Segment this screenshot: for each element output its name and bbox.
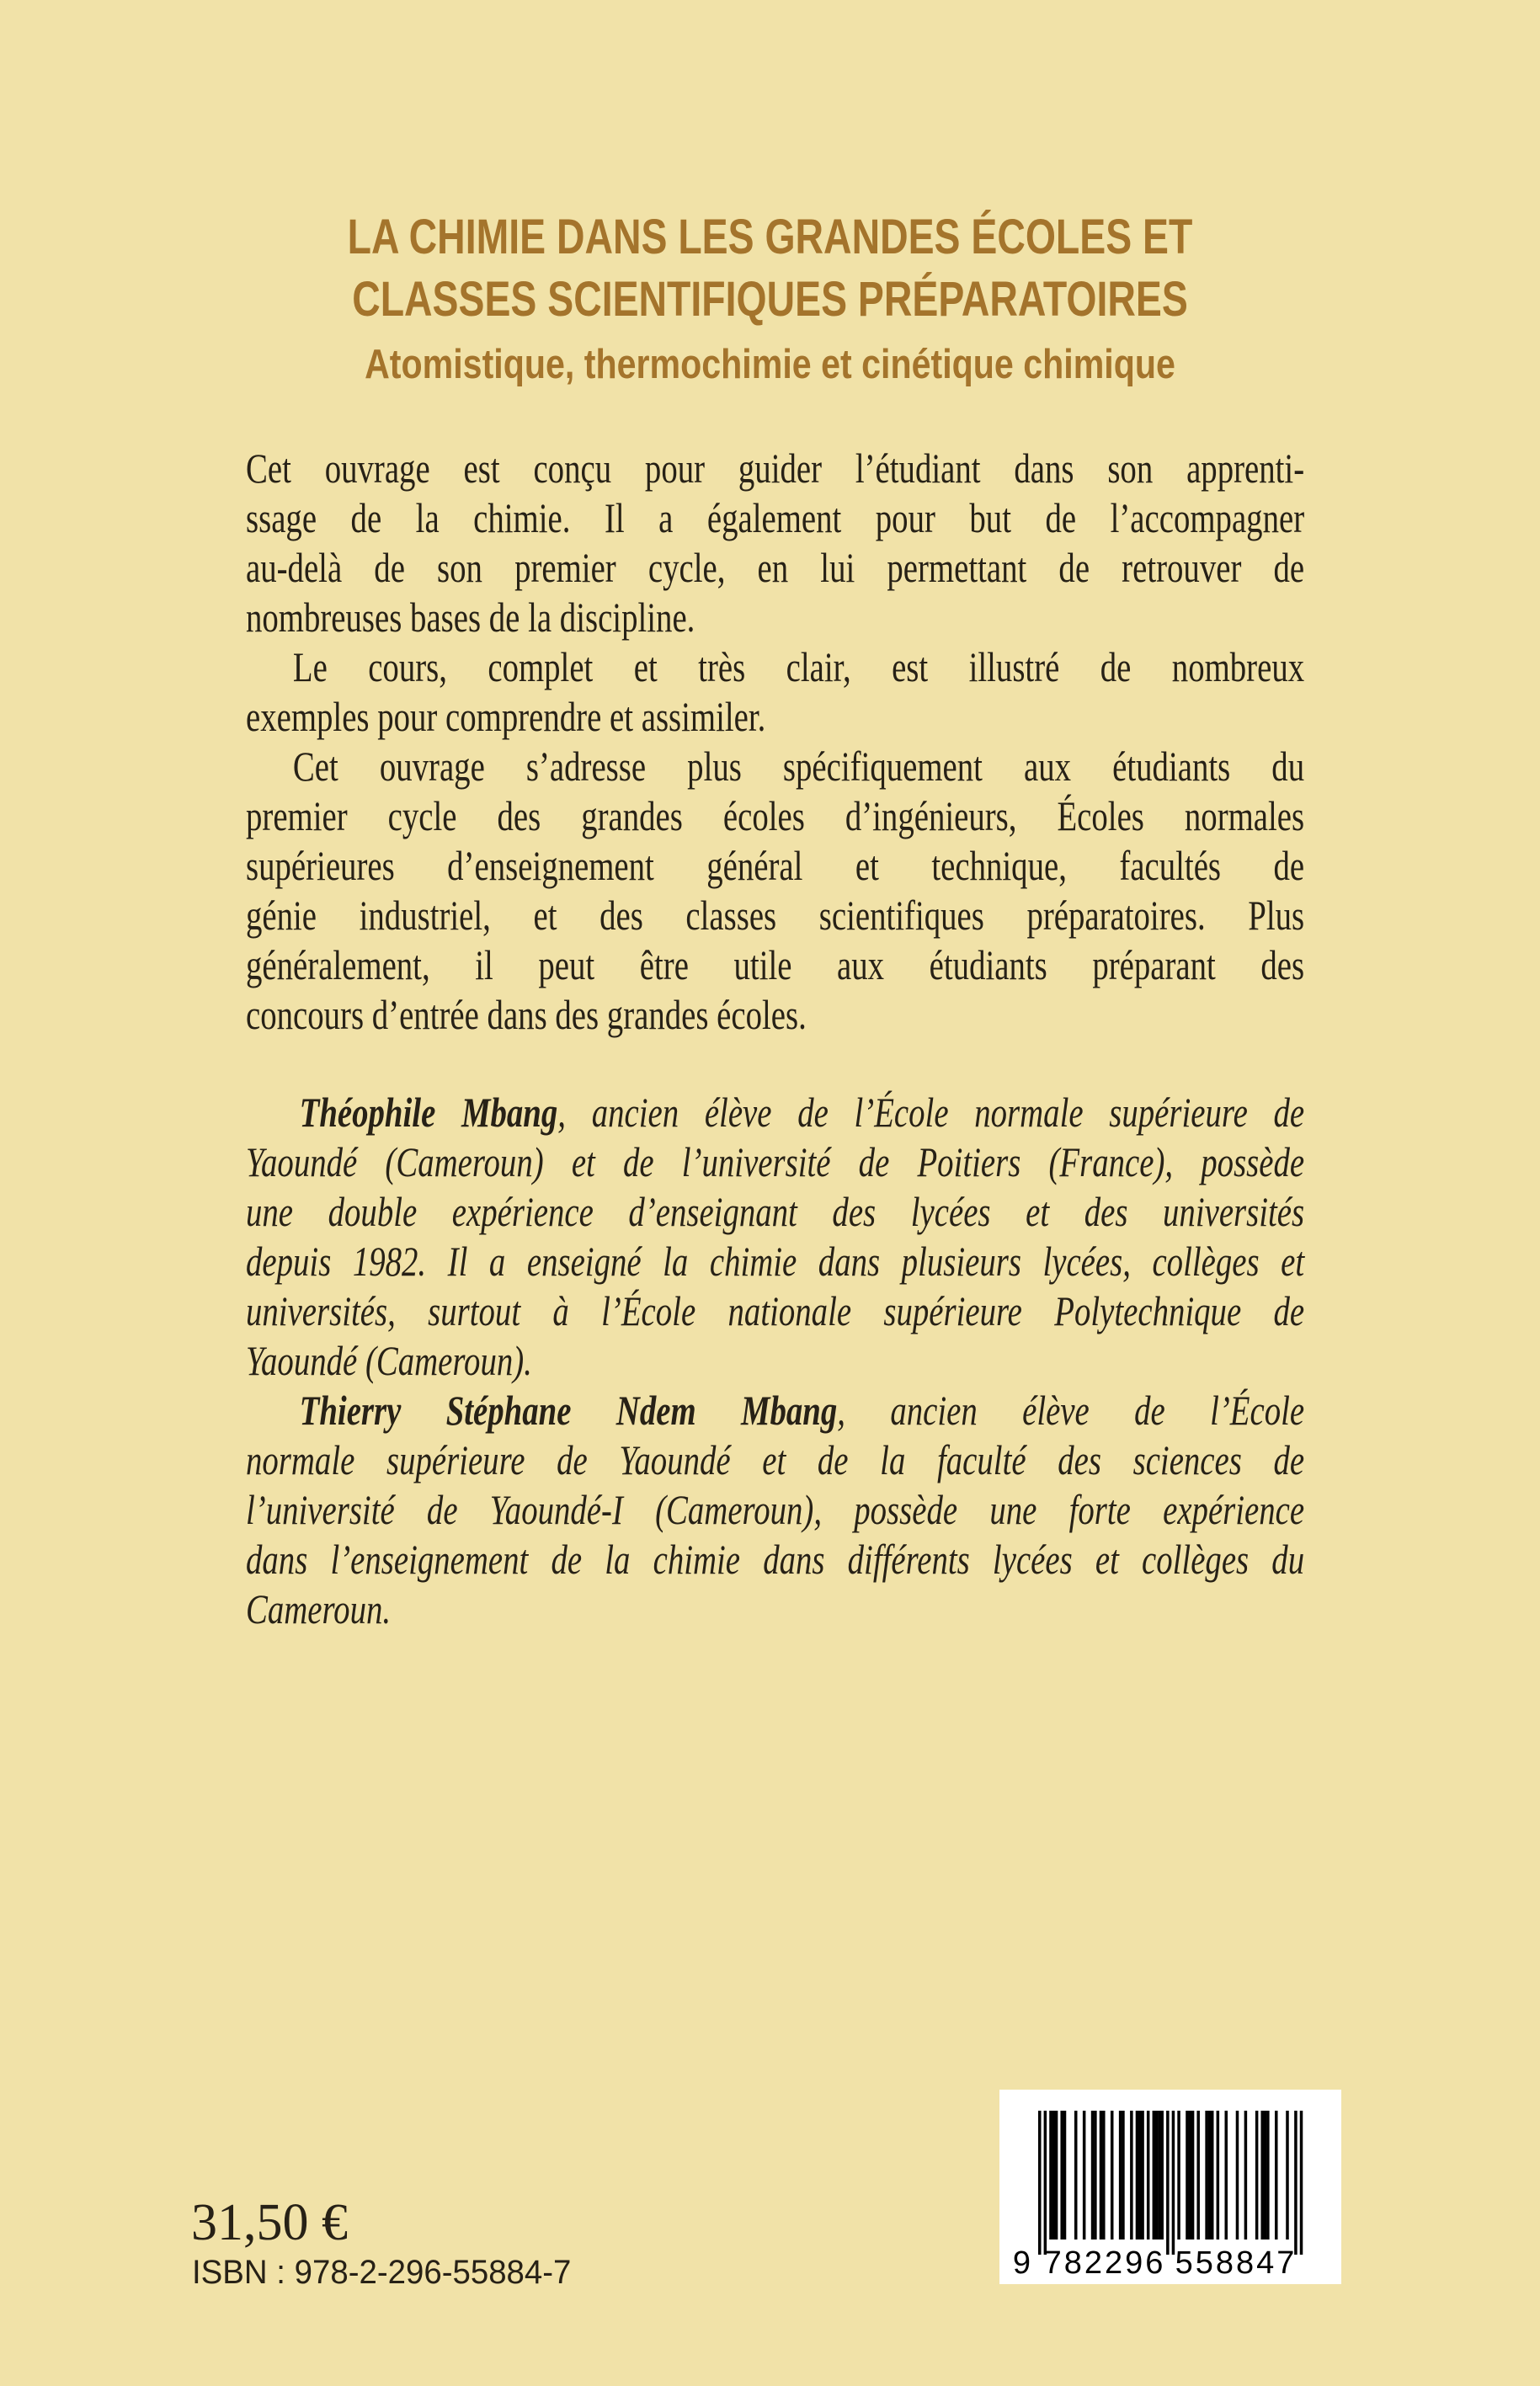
text-line: Cet ouvrage s’adresse plus spécifiquement aux étudiants du bbox=[292, 743, 1305, 790]
text-line: universités, surtout à l’École nationale supérieure Polytechnique de bbox=[246, 1287, 1305, 1334]
text-line: normale supérieure de Yaoundé et de la faculté des sciences de bbox=[246, 1436, 1305, 1483]
back-cover-text bbox=[246, 444, 1304, 1634]
text-line: depuis 1982. Il a enseigné la chimie dans plusieurs lycées, collèges et bbox=[246, 1238, 1305, 1285]
isbn-number: ISBN : 978-2-296-55884-7 bbox=[192, 2254, 572, 2291]
text-line: nombreuses bases de la discipline. bbox=[246, 594, 695, 641]
barcode-number: 9 bbox=[1012, 2245, 1033, 2281]
book-subtitle: Atomistique, thermochimie et cinétique chimique bbox=[365, 342, 1175, 387]
text-line: exemples pour comprendre et assimiler. bbox=[246, 693, 766, 740]
author-bios bbox=[246, 1088, 1304, 1634]
barcode-number: 782296 bbox=[1043, 2245, 1166, 2281]
text-line: génie industriel, et des classes scientifiques préparatoires. Plus bbox=[246, 892, 1305, 939]
text-line: concours d’entrée dans des grandes écoles. bbox=[246, 991, 807, 1038]
text-line: ssage de la chimie. Il a également pour but de l’accompagner bbox=[246, 494, 1305, 541]
synopsis-paragraph-1 bbox=[246, 444, 1304, 642]
text-line: au-delà de son premier cycle, en lui permettant de retrouver de bbox=[246, 544, 1305, 591]
text-line: Cameroun. bbox=[246, 1585, 392, 1632]
author-bio-thierry-stephane-ndem-mbang bbox=[246, 1386, 1304, 1634]
book-title-line1: LA CHIMIE DANS LES GRANDES ÉCOLES ET bbox=[347, 210, 1193, 264]
book-title-line2: CLASSES SCIENTIFIQUES PRÉPARATOIRES bbox=[352, 272, 1188, 327]
text-line: supérieures d’enseignement général et technique, facultés de bbox=[246, 842, 1305, 889]
synopsis-paragraph-3 bbox=[246, 742, 1304, 1040]
barcode-svg bbox=[999, 2090, 1341, 2284]
price: 31,50 € bbox=[191, 2194, 348, 2251]
text-line: une double expérience d’enseignant des lycées et des universités bbox=[246, 1188, 1305, 1235]
author-name: Théophile Mbang bbox=[299, 1089, 558, 1136]
text-line: Yaoundé (Cameroun) et de l’université de Poitiers (France), possède bbox=[246, 1138, 1305, 1185]
author-bio-theophile-mbang bbox=[246, 1088, 1304, 1386]
synopsis-paragraph-2 bbox=[246, 642, 1304, 742]
text-line: Théophile Mbang, ancien élève de l’École normale supérieure de bbox=[299, 1089, 1305, 1136]
text-line: Yaoundé (Cameroun). bbox=[246, 1337, 532, 1384]
author-name: Thierry Stéphane Ndem Mbang bbox=[299, 1387, 838, 1434]
book-title bbox=[154, 206, 1386, 331]
text-line: premier cycle des grandes écoles d’ingénieurs, Écoles normales bbox=[246, 792, 1305, 839]
text-line: l’université de Yaoundé-I (Cameroun), possède une forte expérience bbox=[246, 1486, 1305, 1533]
text-line: généralement, il peut être utile aux étudiants préparant des bbox=[246, 941, 1305, 988]
barcode bbox=[999, 2090, 1341, 2284]
text-line: Le cours, complet et très clair, est illustré de nombreux bbox=[292, 643, 1305, 690]
barcode-number: 558847 bbox=[1175, 2245, 1298, 2281]
text-line: Thierry Stéphane Ndem Mbang, ancien élève de l’École bbox=[299, 1387, 1305, 1434]
text-line: Cet ouvrage est conçu pour guider l’étudiant dans son apprenti- bbox=[246, 445, 1305, 492]
text-line: dans l’enseignement de la chimie dans différents lycées et collèges du bbox=[246, 1536, 1305, 1583]
